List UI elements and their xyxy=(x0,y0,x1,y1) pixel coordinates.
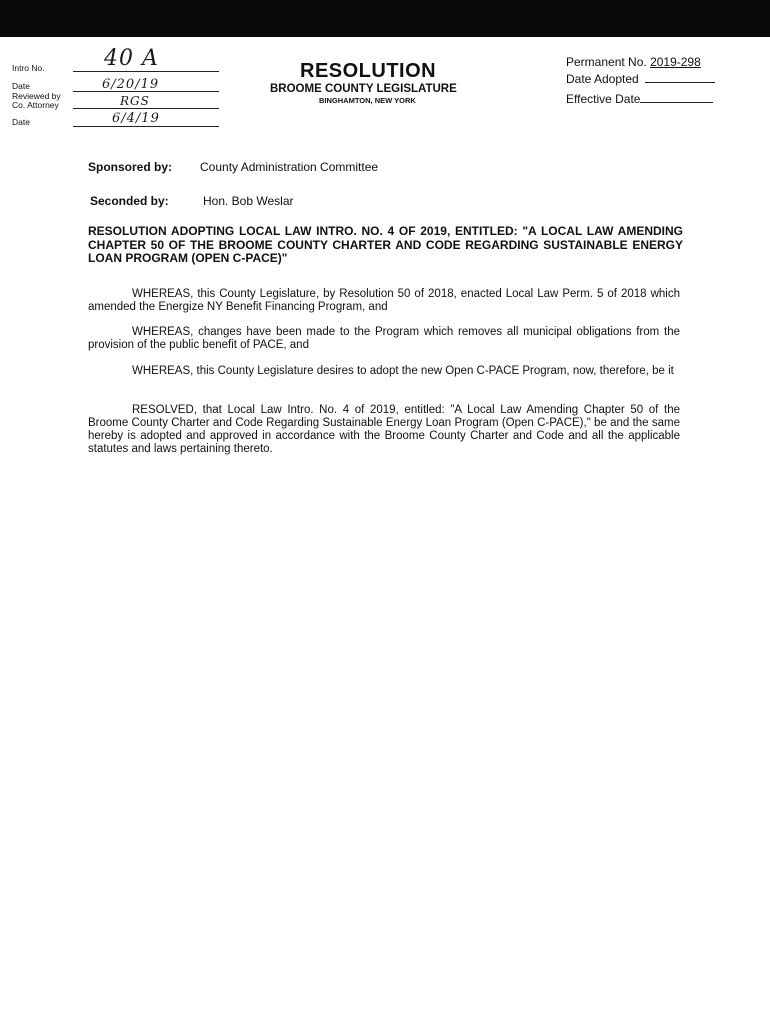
date-rule xyxy=(73,91,219,92)
reviewed-label: Reviewed by xyxy=(12,91,61,101)
effective-date-row xyxy=(566,92,713,106)
date-label: Date xyxy=(12,81,30,91)
resolved-paragraph: RESOLVED, that Local Law Intro. No. 4 of 2019, entitled: "A Local Law Amending Chapter 50 of the Broome County Charter and Code Regarding Sustainable Energy Loan Program (Open C-PACE)," be and the same hereby is adopted and approved in accordance with the Broome County Charter and Code and all the applicable statutes and laws pertaining thereto. xyxy=(88,404,680,455)
sponsored-label: Sponsored by: xyxy=(88,160,173,174)
scan-top-bar xyxy=(0,0,770,37)
date2-value: 6/4/19 xyxy=(112,111,160,126)
reviewed-initials: RGS xyxy=(120,94,150,108)
whereas-paragraph-3: WHEREAS, this County Legislature desires to adopt the new Open C-PACE Program, now, therefore, be it xyxy=(132,365,674,377)
date2-rule xyxy=(73,126,219,127)
co-attorney-label: Co. Attorney xyxy=(12,100,59,110)
intro-label: Intro No. xyxy=(12,63,45,73)
permanent-value: 2019-298 xyxy=(650,55,701,69)
date-value: 6/20/19 xyxy=(102,77,160,92)
whereas-paragraph-2: WHEREAS, changes have been made to the Program which removes all municipal obligations from the provision of the public benefit of PACE, and xyxy=(88,326,680,351)
intro-rule xyxy=(73,71,219,72)
date-adopted-blank xyxy=(645,82,715,83)
date-adopted-label: Date Adopted xyxy=(566,72,639,86)
effective-date-blank xyxy=(640,102,713,103)
seconded-value: Hon. Bob Weslar xyxy=(203,194,294,208)
intro-value: 40 A xyxy=(104,46,159,71)
permanent-number-row xyxy=(566,55,701,69)
legislature-name: BROOME COUNTY LEGISLATURE xyxy=(270,83,457,95)
reviewed-rule xyxy=(73,108,219,109)
whereas-paragraph-1: WHEREAS, this County Legislature, by Resolution 50 of 2018, enacted Local Law Perm. 5 of 2018 which amended the Energize NY Benefit Financing Program, and xyxy=(88,288,680,313)
date-adopted-row xyxy=(566,72,715,86)
effective-date-label: Effective Date xyxy=(566,92,641,106)
resolution-heading: RESOLUTION ADOPTING LOCAL LAW INTRO. NO. 4 OF 2019, ENTITLED: "A LOCAL LAW AMENDING CHAPTER 50 OF THE BROOME COUNTY CHARTER AND CODE REGARDING SUSTAINABLE ENERGY LOAN PROGRAM (OPEN C-PACE)" xyxy=(88,224,683,265)
page-title: RESOLUTION xyxy=(300,60,437,82)
location: BINGHAMTON, NEW YORK xyxy=(319,96,416,105)
sponsored-value: County Administration Committee xyxy=(200,160,379,174)
date2-label: Date xyxy=(12,117,30,127)
seconded-label: Seconded by: xyxy=(90,194,169,208)
permanent-label: Permanent No. xyxy=(566,55,647,69)
